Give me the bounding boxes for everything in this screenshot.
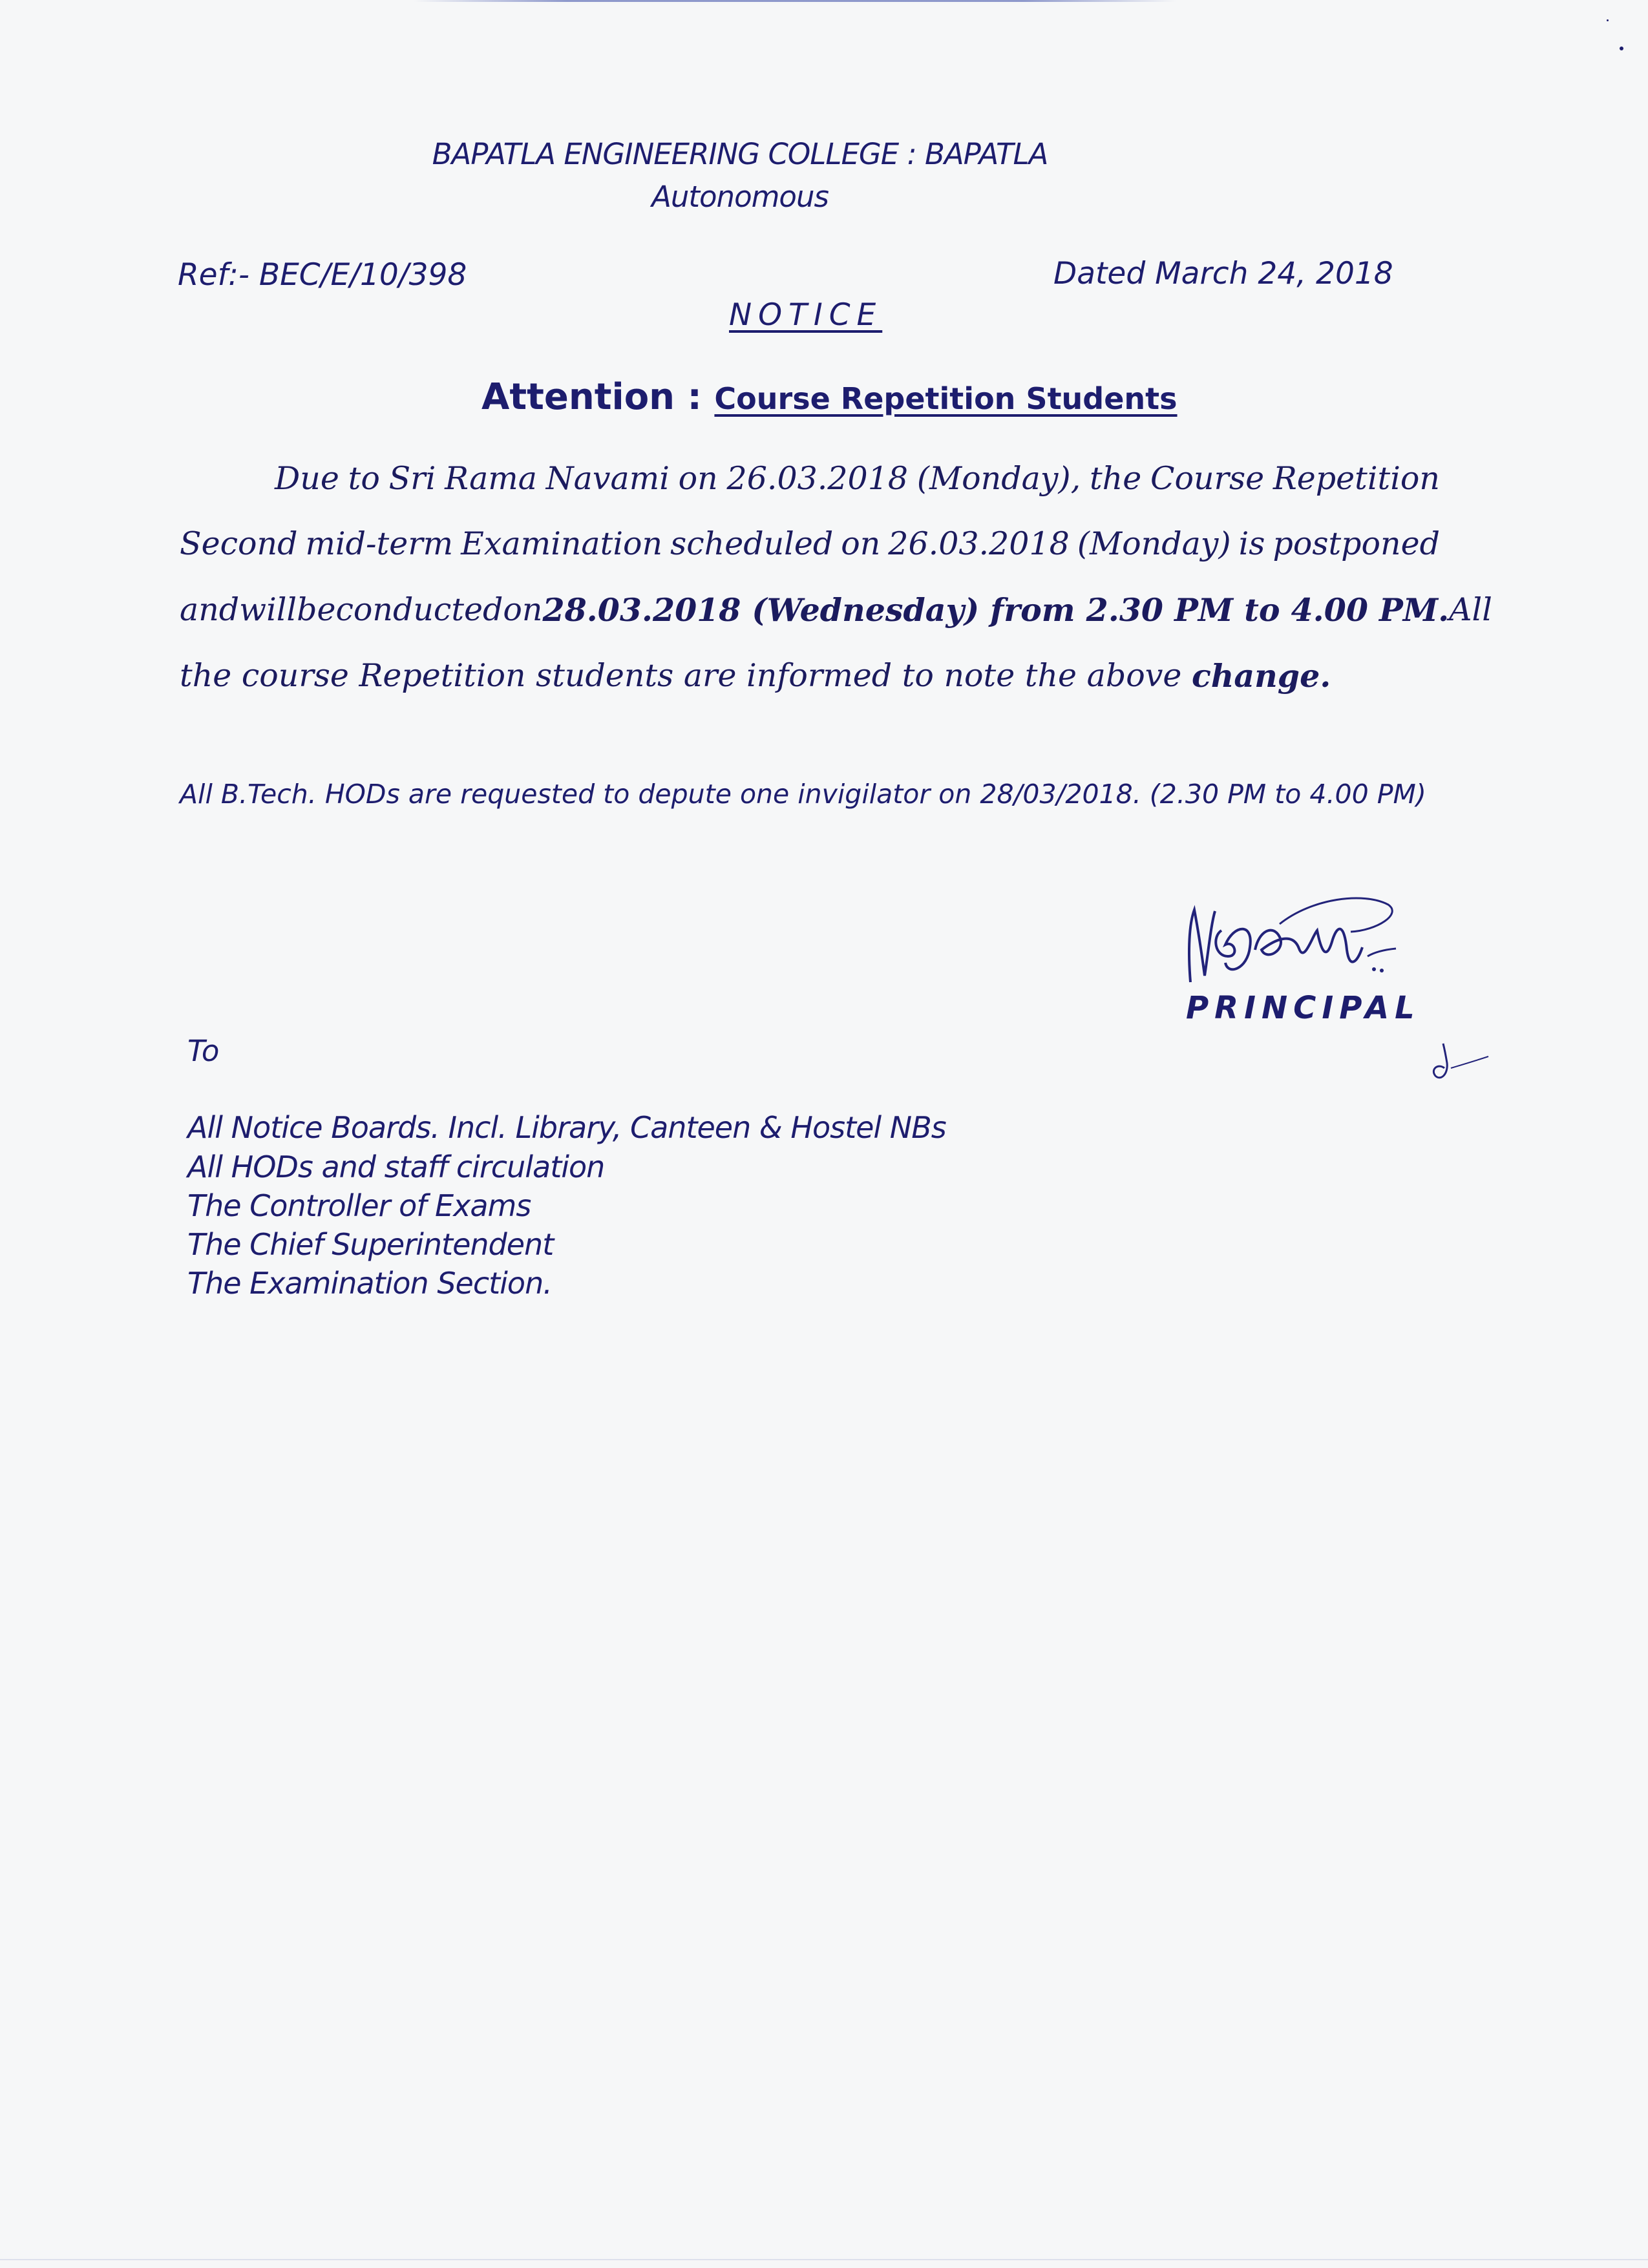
recipient-item: The Examination Section. [187,1266,552,1301]
body-word: postponed [1273,525,1440,562]
initial-mark [1419,1037,1490,1082]
body-emphasis: 28.03.2018 (Wednesday) from 2.30 PM to 4.00 PM. [542,591,1450,629]
reference-number: Ref:- BEC/E/10/398 [178,257,467,293]
college-status: Autonomous [651,180,829,214]
body-line-4 [180,657,1440,695]
body-word: is [1238,525,1265,562]
body-word: (Monday), [916,460,1081,497]
notice-heading: NOTICE [729,297,883,333]
body-word: conducted [335,591,503,628]
body-line-2 [180,525,1440,562]
body-word: 26.03.2018 [726,460,909,497]
college-name: BAPATLA ENGINEERING COLLEGE : BAPATLA [432,137,1048,171]
body-word: scheduled [670,525,834,562]
recipient-item: All Notice Boards. Incl. Library, Canteen & Hostel NBs [187,1110,946,1145]
scan-speck [1620,47,1623,50]
body-word: Course [1150,460,1265,497]
attention-label: Attention [481,376,675,418]
body-emphasis: change. [1191,657,1331,695]
body-line-3 [180,591,1492,629]
attention-subject: Course Repetition Students [714,381,1178,416]
attention-separator: : [675,376,715,418]
principal-signature [1183,885,1415,989]
attention-line [481,376,1178,418]
to-label: To [187,1034,220,1068]
scan-speck [1607,19,1609,21]
body-word: All [1449,591,1492,628]
body-line-1 [275,460,1440,497]
body-word: and [180,591,240,628]
body-word: Second [180,525,298,562]
notice-date: Dated March 24, 2018 [1053,256,1393,291]
recipient-item: The Chief Superintendent [187,1227,554,1262]
body-word: on [841,525,881,562]
scan-edge-line [414,0,1176,2]
body-word: Sri [388,460,436,497]
body-word: to [348,460,380,497]
recipient-item: The Controller of Exams [187,1188,531,1223]
body-word: 26.03.2018 [888,525,1070,562]
signatory-title: PRINCIPAL [1186,990,1421,1026]
body-word: be [297,591,336,628]
body-word: Due [275,460,339,497]
body-text: the course Repetition students are informed to note the above [180,657,1182,694]
body-word: on [678,460,718,497]
body-word: on [503,591,543,628]
scan-edge-line-bottom [0,2259,1648,2260]
body-word: (Monday) [1077,525,1231,562]
invigilator-note: All B.Tech. HODs are requested to depute one invigilator on 28/03/2018. (2.30 PM to 4.00 PM) [180,779,1426,810]
body-word: will [239,591,297,628]
body-word: the [1089,460,1142,497]
body-word: mid-term [305,525,454,562]
body-word: Rama [445,460,537,497]
body-word: Navami [545,460,670,497]
body-word: Repetition [1273,460,1440,497]
recipient-item: All HODs and staff circulation [187,1150,605,1184]
body-word: Examination [461,525,663,562]
